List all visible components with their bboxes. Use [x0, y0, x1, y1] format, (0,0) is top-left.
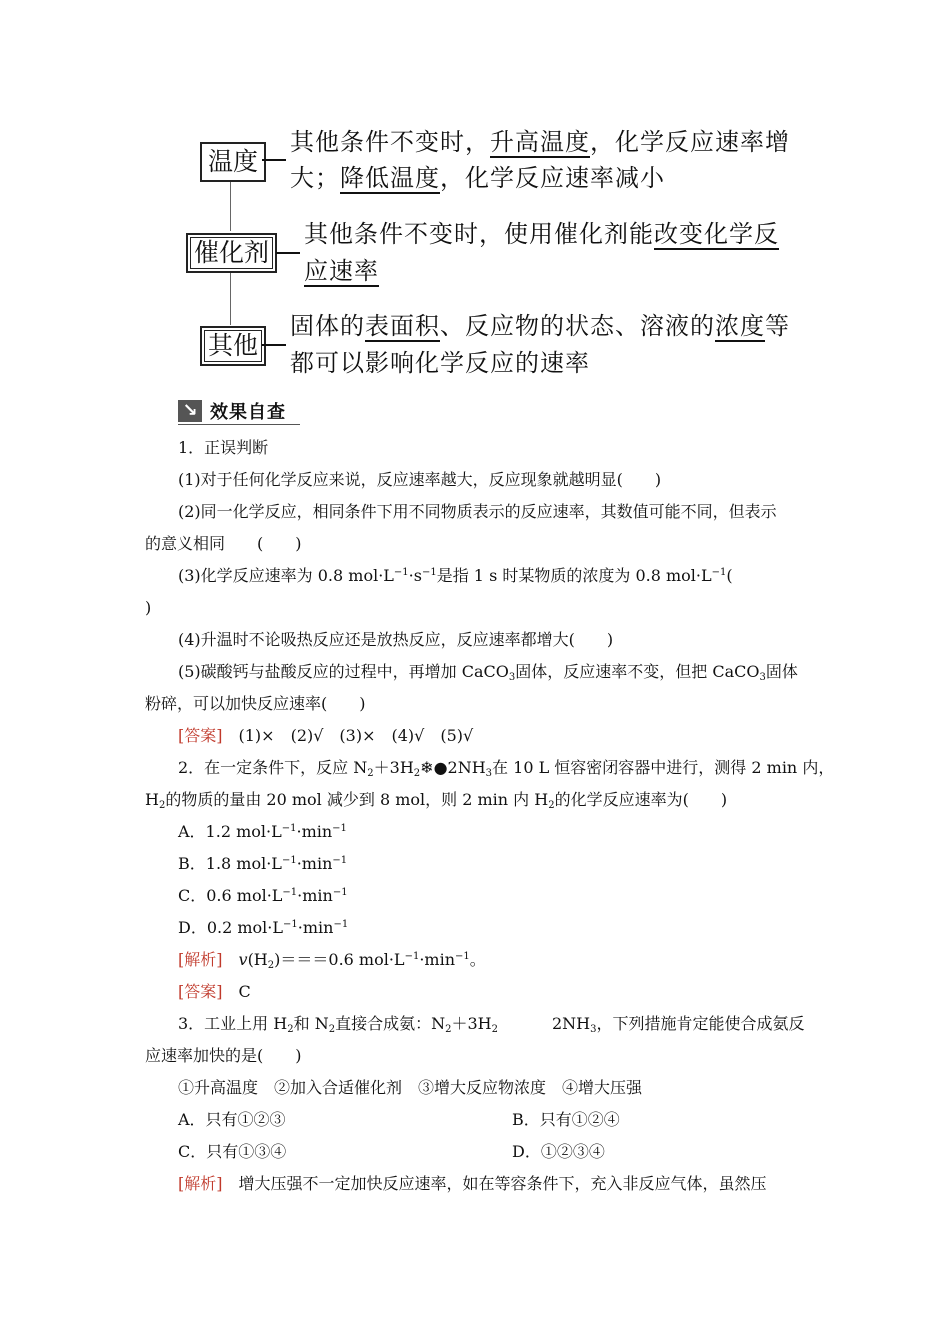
q1-statement-4: (4)升温时不论吸热反应还是放热反应，反应速率都增大( )	[178, 630, 614, 649]
underlined-raise-temp: 升高温度	[490, 128, 590, 156]
underlined-change-rate: 改变化学反	[654, 220, 779, 248]
q3-stem-line1-tail: $2NH_3$，下列措施肯定能使合成氨反	[552, 1014, 805, 1035]
catalyst-dash	[276, 252, 300, 254]
catalyst-line1: 其他条件不变时，使用催化剂能改变化学反	[304, 220, 779, 248]
explanation-tag: [解析]	[178, 1174, 223, 1193]
connector-line-top	[230, 177, 231, 231]
q3-stem-line1: 3．工业上用 $H_2$和 $N_2$直接合成氨：$N_2+3H_2$	[178, 1014, 498, 1035]
underlined-surface-area: 表面积	[365, 312, 440, 340]
q3-option-b: B．只有①②④	[512, 1110, 620, 1129]
other-line1: 固体的表面积、反应物的状态、溶液的浓度等	[290, 312, 790, 340]
q3-stem-line2: 应速率加快的是( )	[145, 1046, 302, 1065]
connector-line-bottom	[230, 271, 231, 325]
underlined-lower-temp: 降低温度	[340, 164, 440, 192]
q2-explanation: [解析] $v(H_2)===0.6$ $mol\cdot L^{-1}\cdot\min^{-1}$。	[178, 950, 486, 971]
section-underline	[178, 424, 300, 425]
q3-option-a: A．只有①②③	[178, 1110, 286, 1129]
q1-statement-5b: 粉碎，可以加快反应速率( )	[145, 694, 366, 713]
q2-option-a: A．1.2 $mol\cdot L^{-1}\cdot\min^{-1}$	[178, 822, 347, 841]
q2-option-c: C．0.6 $mol\cdot L^{-1}\cdot\min^{-1}$	[178, 886, 348, 905]
q3-explanation: [解析] 增大压强不一定加快反应速率，如在等容条件下，充入非反应气体，虽然压	[178, 1174, 767, 1193]
q2-answer: [答案] C	[178, 982, 251, 1001]
q3-measures: ①升高温度 ②加入合适催化剂 ③增大反应物浓度 ④增大压强	[178, 1078, 643, 1097]
section-header	[178, 398, 286, 424]
answer-tag: [答案]	[178, 982, 223, 1001]
underlined-rate: 应速率	[304, 257, 379, 285]
other-dash	[262, 344, 286, 346]
q1-statement-3b: )	[145, 598, 152, 617]
catalyst-label: 催化剂	[194, 238, 270, 267]
section-title: 效果自查	[210, 402, 286, 423]
underlined-concentration: 浓度	[715, 312, 765, 340]
arrow-right-icon: ↘	[178, 400, 202, 422]
other-line2: 都可以影响化学反应的速率	[290, 349, 590, 377]
q2-option-b: B．1.8 $mol\cdot L^{-1}\cdot\min^{-1}$	[178, 854, 348, 873]
q1-title: 1．正误判断	[178, 438, 269, 457]
temperature-line2: 大；降低温度，化学反应速率减小	[290, 164, 665, 192]
other-box	[200, 326, 266, 366]
q2-stem-line2: $H_2$的物质的量由 20 mol 减少到 8 mol，则 2 min 内 $H_2$的化学反应速率为( )	[145, 790, 728, 811]
temperature-line1: 其他条件不变时，升高温度，化学反应速率增	[290, 128, 790, 156]
q3-option-d: D．①②③④	[512, 1142, 605, 1161]
explanation-tag: [解析]	[178, 950, 223, 969]
other-label: 其他	[208, 331, 259, 360]
q1-statement-2b: 的意义相同 ( )	[145, 534, 302, 553]
temperature-dash	[262, 159, 286, 161]
q2-option-d: D．0.2 $mol\cdot L^{-1}\cdot\min^{-1}$	[178, 918, 349, 937]
q1-statement-1: (1)对于任何化学反应来说，反应速率越大，反应现象就越明显( )	[178, 470, 662, 489]
q1-statement-2a: (2)同一化学反应，相同条件下用不同物质表示的反应速率，其数值可能不同，但表示	[178, 502, 777, 521]
answer-tag: [答案]	[178, 726, 223, 745]
q1-statement-3a: (3)化学反应速率为 0.8 $mol\cdot L^{-1}\cdot s^{-1}$是指 1 s 时某物质的浓度为 0.8 $mol\cdot L^{-1}$(	[178, 566, 733, 585]
q2-stem-line1: 2．在一定条件下，反应 $N_2+3H_2❄●2NH_3$在 10 L 恒容密闭容器中进行，测得 2 min 内，	[178, 758, 835, 779]
q3-option-c: C．只有①③④	[178, 1142, 287, 1161]
temperature-box	[200, 142, 266, 182]
catalyst-box	[186, 233, 277, 273]
catalyst-line2	[304, 253, 379, 289]
q1-answer: [答案] (1)× (2)√ (3)× (4)√ (5)√	[178, 726, 474, 745]
temperature-label: 温度	[208, 147, 259, 176]
q1-statement-5a: (5)碳酸钙与盐酸反应的过程中，再增加 CaCO$_3$固体，反应速率不变，但把 CaCO$_3$固体	[178, 662, 798, 683]
